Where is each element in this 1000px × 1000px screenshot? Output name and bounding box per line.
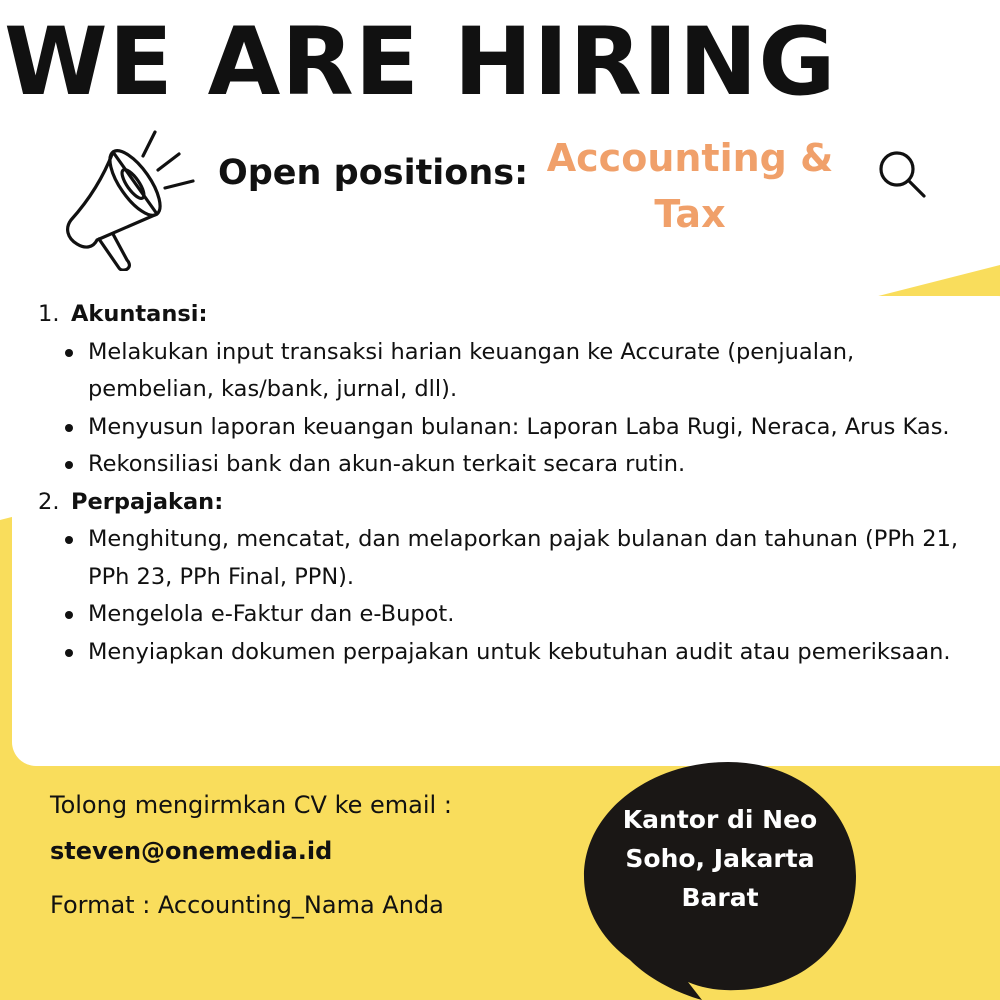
section-perpajakan <box>38 484 988 672</box>
headline: WE ARE HIRING <box>4 8 837 117</box>
open-positions-label: Open positions: <box>218 153 529 193</box>
duties-list <box>38 296 988 671</box>
office-location-line-3: Barat <box>681 883 759 912</box>
search-icon <box>876 148 928 200</box>
duty-item: Mengelola e-Faktur dan e-Bupot. <box>38 596 988 634</box>
section-number: 2. <box>38 488 60 515</box>
section-number: 1. <box>38 301 60 327</box>
section-akuntansi <box>38 296 988 484</box>
contact-email[interactable]: steven@onemedia.id <box>50 837 333 865</box>
megaphone-icon <box>55 126 205 271</box>
duty-item: Rekonsiliasi bank dan akun-akun terkait secara rutin. <box>38 446 988 484</box>
section-heading <box>38 484 988 522</box>
section-title: Akuntansi: <box>71 301 208 327</box>
office-location-line-1: Kantor di Neo <box>622 805 818 834</box>
duty-item: Menyusun laporan keuangan bulanan: Laporan Laba Rugi, Neraca, Arus Kas. <box>38 409 988 447</box>
office-location-line-2: Soho, Jakarta <box>625 844 815 873</box>
section-title: Perpajakan: <box>71 488 224 515</box>
cv-format-text: Format : Accounting_Nama Anda <box>50 891 444 919</box>
apply-instructions <box>50 782 570 928</box>
duty-item: Melakukan input transaksi harian keuangan ke Accurate (penjualan, pembelian, kas/bank, jurnal, dll). <box>38 334 988 409</box>
position-title-line-1: Accounting & <box>546 136 834 180</box>
duty-item: Menyiapkan dokumen perpajakan untuk kebutuhan audit atau pemeriksaan. <box>38 634 988 672</box>
duty-item: Menghitung, mencatat, dan melaporkan pajak bulanan dan tahunan (PPh 21, PPh 23, PPh Final, PPN). <box>38 521 988 596</box>
apply-instruction-text: Tolong mengirmkan CV ke email : <box>50 791 452 819</box>
section-heading <box>38 296 988 334</box>
position-title-line-2: Tax <box>654 192 726 236</box>
position-title <box>540 130 840 242</box>
office-location <box>600 800 840 917</box>
